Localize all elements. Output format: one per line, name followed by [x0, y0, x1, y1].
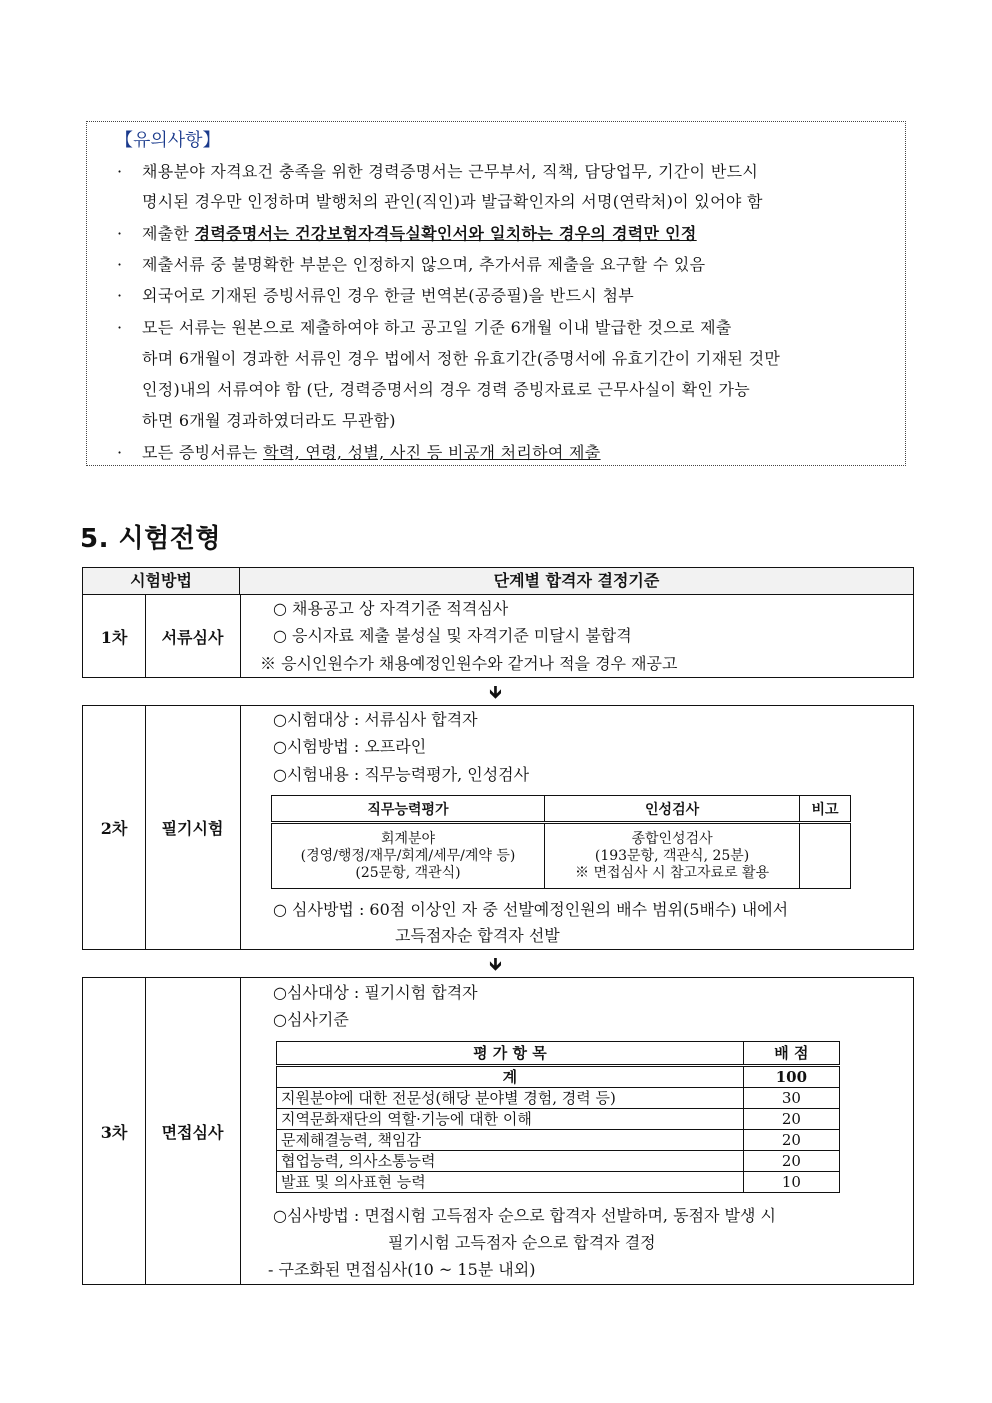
stage-line: ○심사대상 : 필기시험 합격자 — [273, 983, 478, 1002]
table-cell — [800, 823, 851, 889]
notice-box — [86, 121, 906, 466]
written-test-table — [271, 795, 851, 889]
col-header: 비고 — [800, 796, 851, 823]
col-header: 인성검사 — [545, 796, 800, 823]
header-criteria: 단계별 합격자 결정기준 — [493, 571, 660, 590]
stage-3 — [82, 977, 914, 1285]
stage-line: ○심사기준 — [273, 1010, 349, 1029]
notice-item: · 모든 서류는 원본으로 제출하여야 하고 공고일 기준 6개월 이내 발급한 것으로 제출 — [117, 318, 732, 337]
table-cell: 회계분야 (경영/행정/재무/회계/세무/계약 등) (25문항, 객관식) — [272, 823, 545, 889]
stage-line: ○시험대상 : 서류심사 합격자 — [273, 710, 478, 729]
notice-item-cont: 하면 6개월 경과하였더라도 무관함) — [142, 411, 396, 430]
table-row: 협업능력, 의사소통능력 20 — [277, 1151, 840, 1172]
table-row: 지역문화재단의 역할·기능에 대한 이해 20 — [277, 1109, 840, 1130]
table-cell: 종합인성검사 (193문항, 객관식, 25분) ※ 면접심사 시 참고자료로 활용 — [545, 823, 800, 889]
notice-item: · 제출서류 중 불명확한 부분은 인정하지 않으며, 추가서류 제출을 요구할 수 있음 — [117, 255, 706, 274]
stage-number: 2차 — [83, 706, 146, 949]
notice-item: · 채용분야 자격요건 충족을 위한 경력증명서는 근무부서, 직책, 담당업무, 기간이 반드시 — [117, 162, 759, 181]
stage-2 — [82, 705, 914, 950]
stage-line: ○시험방법 : 오프라인 — [273, 737, 427, 756]
header-method: 시험방법 — [83, 568, 240, 594]
table-header — [82, 567, 914, 595]
notice-item: · 제출한 경력증명서는 건강보험자격득실확인서와 일치하는 경우의 경력만 인정 — [117, 224, 697, 243]
stage-line: ○심사방법 : 면접시험 고득점자 순으로 합격자 선발하며, 동점자 발생 시 — [273, 1206, 776, 1225]
notice-item-cont: 하며 6개월이 경과한 서류인 경우 법에서 정한 유효기간(증명서에 유효기간이 기재된 것만 — [142, 349, 781, 368]
table-row: 발표 및 의사표현 능력 10 — [277, 1172, 840, 1193]
arrow-down-icon: 🡻 — [489, 682, 502, 703]
total-score: 100 — [743, 1066, 839, 1088]
col-header: 평 가 항 목 — [277, 1042, 744, 1066]
total-label: 계 — [277, 1066, 744, 1088]
notice-item: · 외국어로 기재된 증빙서류인 경우 한글 번역본(공증필)을 반드시 첨부 — [117, 286, 634, 305]
stage-line: - 구조화된 면접심사(10 ~ 15분 내외) — [268, 1260, 536, 1279]
stage-line: ○ 채용공고 상 자격기준 적격심사 — [273, 599, 509, 618]
notice-item: · 모든 증빙서류는 학력, 연령, 성별, 사진 등 비공개 처리하여 제출 — [117, 443, 601, 462]
section-title: 5. 시험전형 — [80, 524, 221, 554]
arrow-down-icon: 🡻 — [489, 954, 502, 975]
stage-name: 필기시험 — [145, 706, 241, 949]
stage-line: ○시험내용 : 직무능력평가, 인성검사 — [273, 765, 530, 784]
stage-line-cont: 고득점자순 합격자 선발 — [395, 926, 560, 945]
stage-line: ○ 심사방법 : 60점 이상인 자 중 선발예정인원의 배수 범위(5배수) 내에서 — [273, 900, 789, 919]
notice-item-cont: 인정)내의 서류여야 함 (단, 경력증명서의 경우 경력 증빙자료로 근무사실이 확인 가능 — [142, 380, 751, 399]
stage-number: 3차 — [83, 978, 146, 1284]
notice-item-cont: 명시된 경우만 인정하며 발행처의 관인(직인)과 발급확인자의 서명(연락처)이 있어야 함 — [142, 192, 763, 211]
table-row: 문제해결능력, 책임감 20 — [277, 1130, 840, 1151]
interview-eval-table — [276, 1041, 840, 1193]
stage-line-cont: 필기시험 고득점자 순으로 합격자 결정 — [388, 1233, 656, 1252]
stage-number: 1차 — [83, 595, 146, 677]
stage-line: ○ 응시자료 제출 불성실 및 자격기준 미달시 불합격 — [273, 626, 632, 645]
table-row: 지원분야에 대한 전문성(해당 분야별 경험, 경력 등) 30 — [277, 1088, 840, 1109]
stage-name: 서류심사 — [145, 595, 241, 677]
col-header: 직무능력평가 — [272, 796, 545, 823]
stage-1 — [82, 594, 914, 678]
col-header: 배 점 — [743, 1042, 839, 1066]
stage-note: ※ 응시인원수가 채용예정인원수와 같거나 적을 경우 재공고 — [260, 654, 678, 673]
notice-title: 【유의사항】 — [115, 130, 221, 151]
stage-name: 면접심사 — [145, 978, 241, 1284]
